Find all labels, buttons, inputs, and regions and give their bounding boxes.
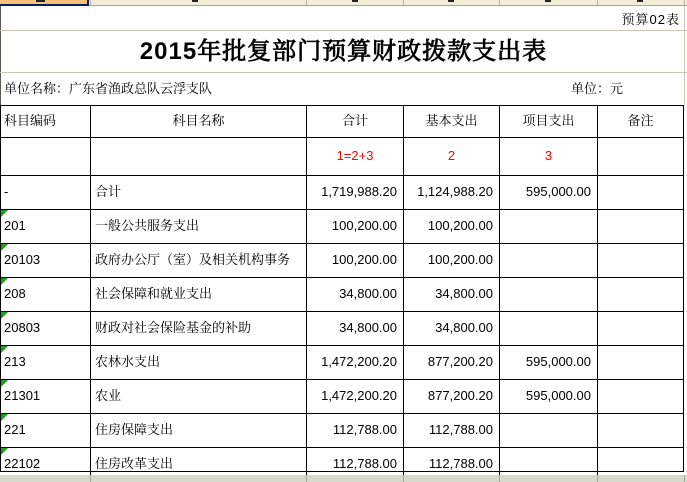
- row-basic[interactable]: 877,200.20: [404, 380, 500, 413]
- col-header-total[interactable]: 合计: [307, 106, 404, 137]
- row-basic[interactable]: 1,124,988.20: [404, 176, 500, 209]
- row-total[interactable]: 34,800.00: [307, 278, 404, 311]
- row-code-text: 201: [4, 218, 26, 233]
- gridline: [403, 475, 404, 482]
- row-note[interactable]: [598, 244, 683, 277]
- col-header-name[interactable]: 科目名称: [91, 106, 307, 137]
- row-code[interactable]: [1, 312, 91, 345]
- row-note[interactable]: [598, 210, 683, 243]
- table-row: [1, 176, 683, 210]
- row-basic[interactable]: 100,200.00: [404, 210, 500, 243]
- col-header-basic[interactable]: 基本支出: [404, 106, 500, 137]
- error-flag-triangle: [1, 244, 8, 251]
- row-basic[interactable]: 877,200.20: [404, 346, 500, 379]
- error-flag-triangle: [1, 414, 8, 421]
- selected-cell[interactable]: [0, 0, 89, 6]
- row-name[interactable]: 一般公共服务支出: [91, 210, 307, 243]
- row-project[interactable]: 595,000.00: [500, 380, 598, 413]
- clipped-text-mark: [36, 0, 45, 2]
- gridline: [499, 475, 500, 482]
- error-flag-triangle: [1, 312, 8, 319]
- unit-name-cell[interactable]: [4, 73, 212, 104]
- row-code-text: 20803: [4, 320, 41, 335]
- clipped-text-mark: [192, 0, 198, 2]
- row-basic[interactable]: 112,788.00: [404, 414, 500, 447]
- row-code-text: 221: [4, 422, 26, 437]
- row-project[interactable]: [500, 210, 598, 243]
- row-total[interactable]: 100,200.00: [307, 210, 404, 243]
- row-code[interactable]: [1, 414, 91, 447]
- unit-name-label: 单位名称：: [4, 81, 70, 96]
- formula-basic[interactable]: 2: [404, 138, 500, 175]
- gridline: [89, 5, 687, 6]
- row-name[interactable]: 社会保障和就业支出: [91, 278, 307, 311]
- error-flag-triangle: [1, 278, 8, 285]
- row-basic[interactable]: 34,800.00: [404, 312, 500, 345]
- row-name[interactable]: 住房改革支出: [91, 448, 307, 481]
- row-name[interactable]: 农林水支出: [91, 346, 307, 379]
- row-name[interactable]: 政府办公厅（室）及相关机构事务: [91, 244, 307, 277]
- row-project[interactable]: [500, 244, 598, 277]
- row-code-text: 208: [4, 286, 26, 301]
- row-code[interactable]: [1, 380, 91, 413]
- error-flag-triangle: [1, 448, 8, 455]
- clipped-text-mark: [637, 0, 643, 2]
- row-name[interactable]: 财政对社会保险基金的补助: [91, 312, 307, 345]
- row-note[interactable]: [598, 414, 683, 447]
- clipped-row-strip: [0, 0, 687, 6]
- col-header-note[interactable]: 备注: [627, 113, 654, 128]
- table-row: [1, 278, 683, 312]
- gridline: [684, 475, 685, 482]
- table-row: [1, 210, 683, 244]
- clipped-bottom-row: [0, 475, 687, 482]
- row-code-text: 22102: [4, 456, 41, 471]
- table-row: [1, 244, 683, 278]
- gridline: [306, 475, 307, 482]
- error-flag-triangle: [1, 380, 8, 387]
- row-project[interactable]: 595,000.00: [500, 346, 598, 379]
- table-row: [1, 414, 683, 448]
- row-note[interactable]: [598, 346, 683, 379]
- table-row: [1, 312, 683, 346]
- formula-note-cell[interactable]: [598, 138, 683, 175]
- col-header-project[interactable]: 项目支出: [500, 106, 598, 137]
- clipped-text-mark: [448, 0, 454, 2]
- gridline: [90, 475, 91, 482]
- row-name[interactable]: 合计: [91, 176, 307, 209]
- error-flag-triangle: [1, 210, 8, 217]
- report-title[interactable]: 2015年批复部门预算财政拨款支出表: [139, 38, 548, 65]
- row-code[interactable]: [1, 210, 91, 243]
- row-basic[interactable]: 112,788.00: [404, 448, 500, 481]
- row-total[interactable]: 34,800.00: [307, 312, 404, 345]
- row-code[interactable]: -: [1, 176, 91, 209]
- row-code[interactable]: [1, 346, 91, 379]
- row-code-text: 21301: [4, 388, 41, 403]
- currency-unit-cell[interactable]: 单位：元: [570, 81, 623, 96]
- table-row: [1, 346, 683, 380]
- row-project[interactable]: [500, 312, 598, 345]
- clipped-text-mark: [545, 0, 551, 2]
- formula-row: [1, 138, 683, 176]
- formula-code-cell[interactable]: [1, 138, 91, 175]
- formula-name-cell[interactable]: [91, 138, 307, 175]
- gridline: [597, 475, 598, 482]
- row-total[interactable]: 1,719,988.20: [307, 176, 404, 209]
- row-code-text: 213: [4, 354, 26, 369]
- row-total[interactable]: 1,472,200.20: [307, 380, 404, 413]
- row-code-text: 20103: [4, 252, 41, 267]
- row-note[interactable]: [598, 176, 683, 209]
- row-basic[interactable]: 100,200.00: [404, 244, 500, 277]
- row-project[interactable]: 595,000.00: [500, 176, 598, 209]
- unit-name-value: 广东省渔政总队云浮支队: [69, 81, 213, 96]
- sheet-number-label[interactable]: 预算02表: [621, 12, 680, 27]
- unit-info-row: [0, 73, 687, 104]
- table-row: [1, 380, 683, 414]
- row-note[interactable]: [598, 278, 683, 311]
- row-total[interactable]: 1,472,200.20: [307, 346, 404, 379]
- error-flag-triangle: [1, 346, 8, 353]
- row-name[interactable]: 住房保障支出: [91, 414, 307, 447]
- row-project[interactable]: [500, 414, 598, 447]
- col-header-code[interactable]: 科目编码: [1, 106, 91, 137]
- formula-total[interactable]: 1=2+3: [307, 138, 404, 175]
- row-name[interactable]: 农业: [91, 380, 307, 413]
- row-project[interactable]: [500, 278, 598, 311]
- row-total[interactable]: 100,200.00: [307, 244, 404, 277]
- row-note[interactable]: [598, 312, 683, 345]
- row-total[interactable]: 112,788.00: [307, 414, 404, 447]
- row-total[interactable]: 112,788.00: [307, 448, 404, 481]
- table-header-row: [1, 106, 683, 138]
- row-basic[interactable]: 34,800.00: [404, 278, 500, 311]
- row-code[interactable]: [1, 244, 91, 277]
- row-code[interactable]: [1, 278, 91, 311]
- row-note[interactable]: [598, 380, 683, 413]
- clipped-text-mark: [352, 0, 358, 2]
- budget-expenditure-table: [0, 105, 684, 472]
- formula-project[interactable]: 3: [500, 138, 598, 175]
